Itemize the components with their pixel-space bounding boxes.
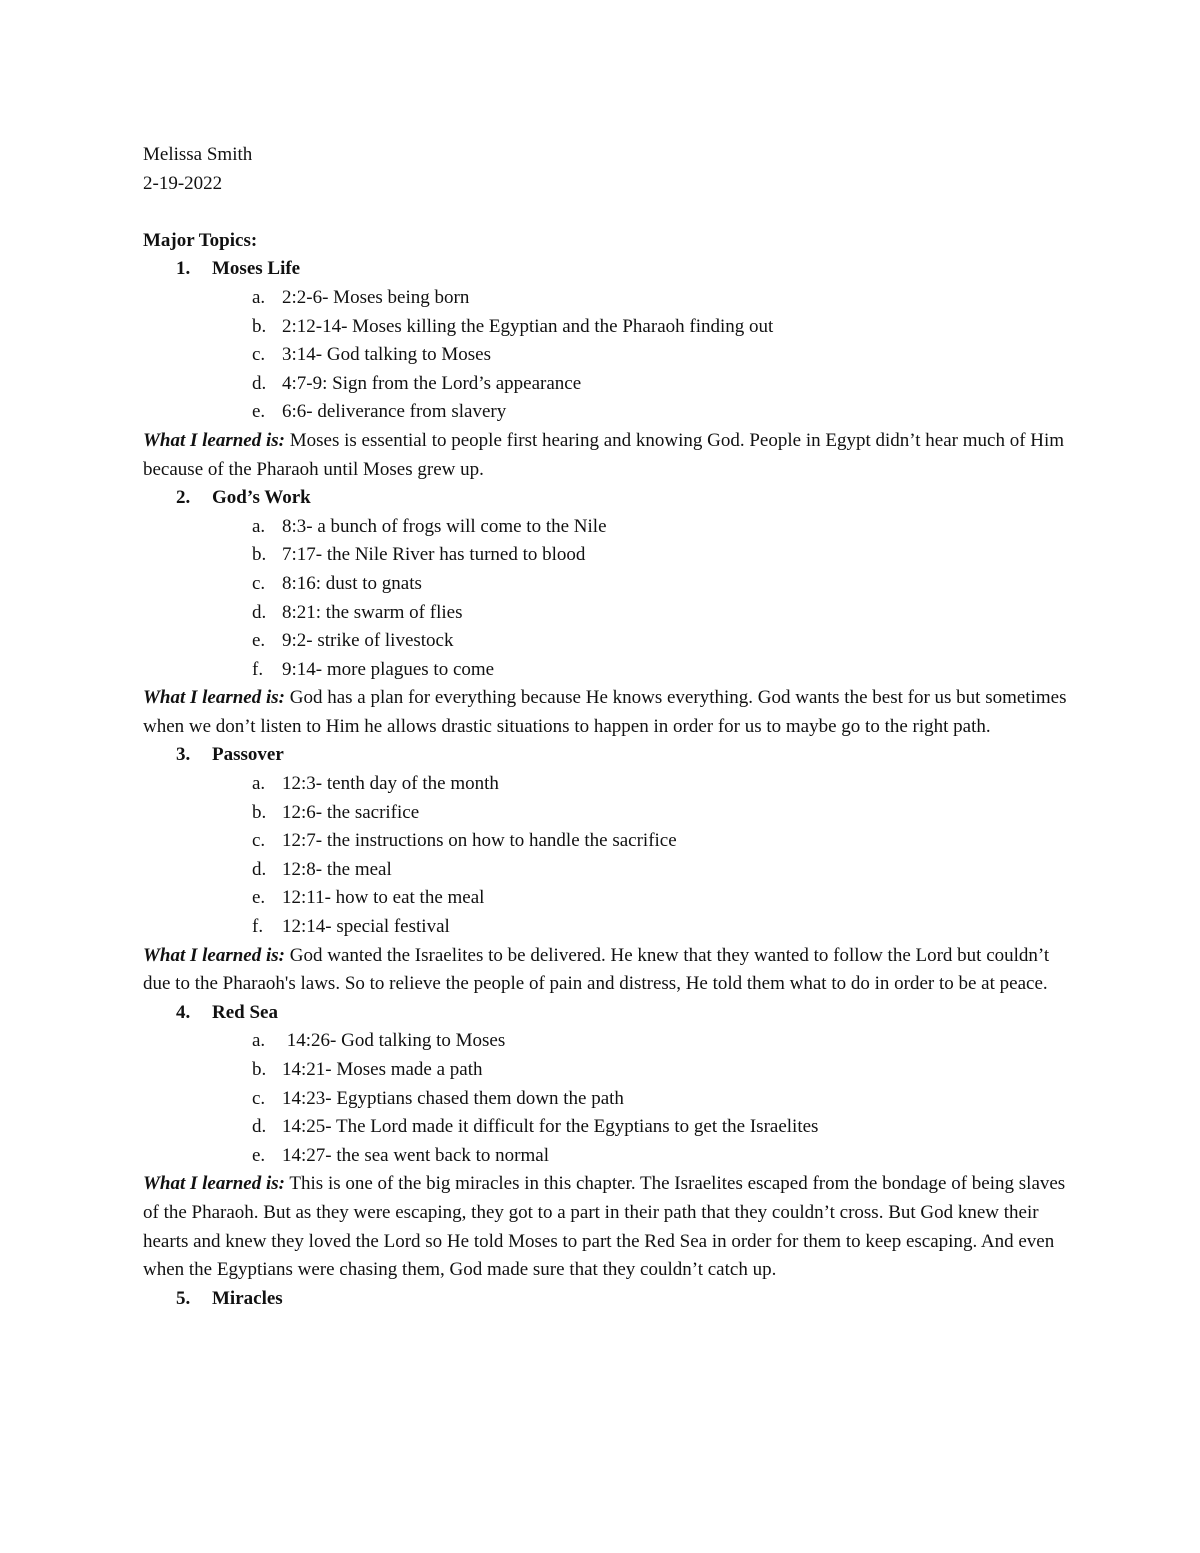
topic-title-text: Passover (212, 744, 284, 766)
learned-label: What I learned is: (143, 944, 285, 966)
list-item (143, 1056, 1070, 1085)
list-item-letter: c. (252, 344, 266, 366)
learned-text: God wanted the Israelites to be delivered. He knew that they wanted to follow the Lord but couldn’t due to the Pharaoh's laws. So to relieve the people of pain and distress, He told them what to do in order to be at peace. (143, 944, 1050, 995)
topic-title (143, 1285, 1070, 1314)
learned-text: Moses is essential to people first hearing and knowing God. People in Egypt didn’t hear much of Him because of the Pharaoh until Moses grew up. (143, 429, 1065, 480)
list-item-letter: d. (252, 858, 267, 880)
topic-title (143, 999, 1070, 1028)
topic-title (143, 741, 1070, 770)
list-item-text: 4:7-9: Sign from the Lord’s appearance (282, 372, 582, 394)
list-item-letter: c. (252, 1087, 266, 1109)
list-item-text: 12:11- how to eat the meal (282, 887, 485, 909)
list-item (143, 1113, 1070, 1142)
list-item-letter: e. (252, 401, 266, 423)
list-item-text: 14:25- The Lord made it difficult for the Egyptians to get the Israelites (282, 1116, 819, 1138)
list-item (143, 1142, 1070, 1171)
document-date: 2-19-2022 (143, 172, 223, 194)
list-item-letter: f. (252, 916, 264, 938)
list-item-letter: b. (252, 544, 267, 566)
list-item (143, 284, 1070, 313)
list-item-letter: a. (252, 286, 266, 308)
list-item-letter: e. (252, 630, 266, 652)
topic-number: 5. (176, 1287, 191, 1309)
learned-text: This is one of the big miracles in this chapter. The Israelites escaped from the bondage of being slaves of the Pharaoh. But as they were escaping, they got to a part in their path that they couldn’t cross. But God knew their hearts and knew they loved the Lord so He told Moses to part the Red Sea in order for them to keep escaping. And even when the Egyptians were chasing them, God made sure that they couldn’t catch up. (143, 1173, 1066, 1281)
list-item-letter: d. (252, 372, 267, 394)
list-item-letter: a. (252, 1030, 266, 1052)
list-item-text: 12:14- special festival (282, 916, 450, 938)
list-item-text: 9:2- strike of livestock (282, 630, 454, 652)
learned-text: God has a plan for everything because He knows everything. God wants the best for us but sometimes when we don’t listen to Him he allows drastic situations to happen in order for us to maybe go to the right path. (143, 687, 1067, 737)
list-item-text: 12:6- the sacrifice (282, 801, 420, 823)
list-item-text: 2:12-14- Moses killing the Egyptian and the Pharaoh finding out (282, 315, 774, 337)
list-item-letter: b. (252, 1059, 267, 1080)
learned-paragraph (143, 684, 1073, 741)
topic-number: 1. (176, 258, 191, 280)
list-item-text: 9:14- more plagues to come (282, 658, 495, 680)
list-item (143, 799, 1070, 828)
topic-title-text: Miracles (212, 1287, 283, 1309)
list-item (143, 656, 1070, 685)
list-item-text: 12:7- the instructions on how to handle the sacrifice (282, 830, 677, 852)
learned-label: What I learned is: (143, 687, 285, 709)
list-item (143, 913, 1070, 942)
learned-paragraph (143, 1170, 1073, 1284)
list-item (143, 1085, 1070, 1114)
spacer (143, 198, 1070, 227)
list-item (143, 570, 1070, 599)
list-item-text: 8:21: the swarm of flies (282, 601, 463, 623)
list-item-letter: f. (252, 658, 264, 680)
list-item-text: 14:21- Moses made a path (282, 1059, 483, 1080)
list-item (143, 1027, 1070, 1056)
list-item (143, 856, 1070, 885)
list-item (143, 313, 1070, 342)
list-item-letter: a. (252, 515, 266, 537)
topic-title (143, 255, 1070, 284)
list-item (143, 398, 1070, 427)
list-item-letter: e. (252, 887, 266, 909)
learned-paragraph (143, 942, 1073, 999)
list-item-text: 12:3- tenth day of the month (282, 773, 499, 795)
list-item-text: 6:6- deliverance from slavery (282, 401, 507, 423)
learned-label: What I learned is: (143, 1173, 285, 1195)
list-item-text: 12:8- the meal (282, 858, 392, 880)
list-item-text: 3:14- God talking to Moses (282, 344, 491, 366)
list-item-text: 14:23- Egyptians chased them down the path (282, 1087, 624, 1109)
topic-number: 3. (176, 744, 191, 766)
topic-title (143, 484, 1070, 513)
list-item-text: 7:17- the Nile River has turned to blood (282, 544, 586, 566)
list-item (143, 827, 1070, 856)
topic-title-text: Moses Life (212, 258, 301, 280)
list-item-letter: d. (252, 601, 267, 623)
section-heading: Major Topics: (143, 229, 258, 251)
learned-label: What I learned is: (143, 429, 285, 451)
list-item (143, 627, 1070, 656)
list-item-text: 8:16: dust to gnats (282, 572, 422, 594)
list-item (143, 884, 1070, 913)
learned-paragraph (143, 427, 1073, 484)
topic-number: 4. (176, 1001, 191, 1023)
list-item (143, 599, 1070, 628)
list-item (143, 541, 1070, 570)
topic-list (143, 255, 1070, 1313)
list-item-text: 2:2-6- Moses being born (282, 286, 470, 308)
list-item-letter: b. (252, 801, 267, 823)
list-item-letter: b. (252, 315, 267, 337)
list-item-text: 14:27- the sea went back to normal (282, 1144, 549, 1166)
list-item-letter: c. (252, 830, 266, 852)
list-item (143, 770, 1070, 799)
topic-title-text: Red Sea (212, 1001, 278, 1023)
list-item-text: 14:26- God talking to Moses (282, 1030, 506, 1052)
list-item-letter: d. (252, 1116, 267, 1138)
list-item (143, 513, 1070, 542)
topic-number: 2. (176, 487, 191, 509)
list-item (143, 370, 1070, 399)
list-item (143, 341, 1070, 370)
list-item-letter: e. (252, 1144, 266, 1166)
list-item-letter: c. (252, 572, 266, 594)
author-name: Melissa Smith (143, 144, 253, 165)
topic-title-text: God’s Work (212, 487, 311, 509)
list-item-text: 8:3- a bunch of frogs will come to the Nile (282, 515, 607, 537)
list-item-letter: a. (252, 773, 266, 795)
